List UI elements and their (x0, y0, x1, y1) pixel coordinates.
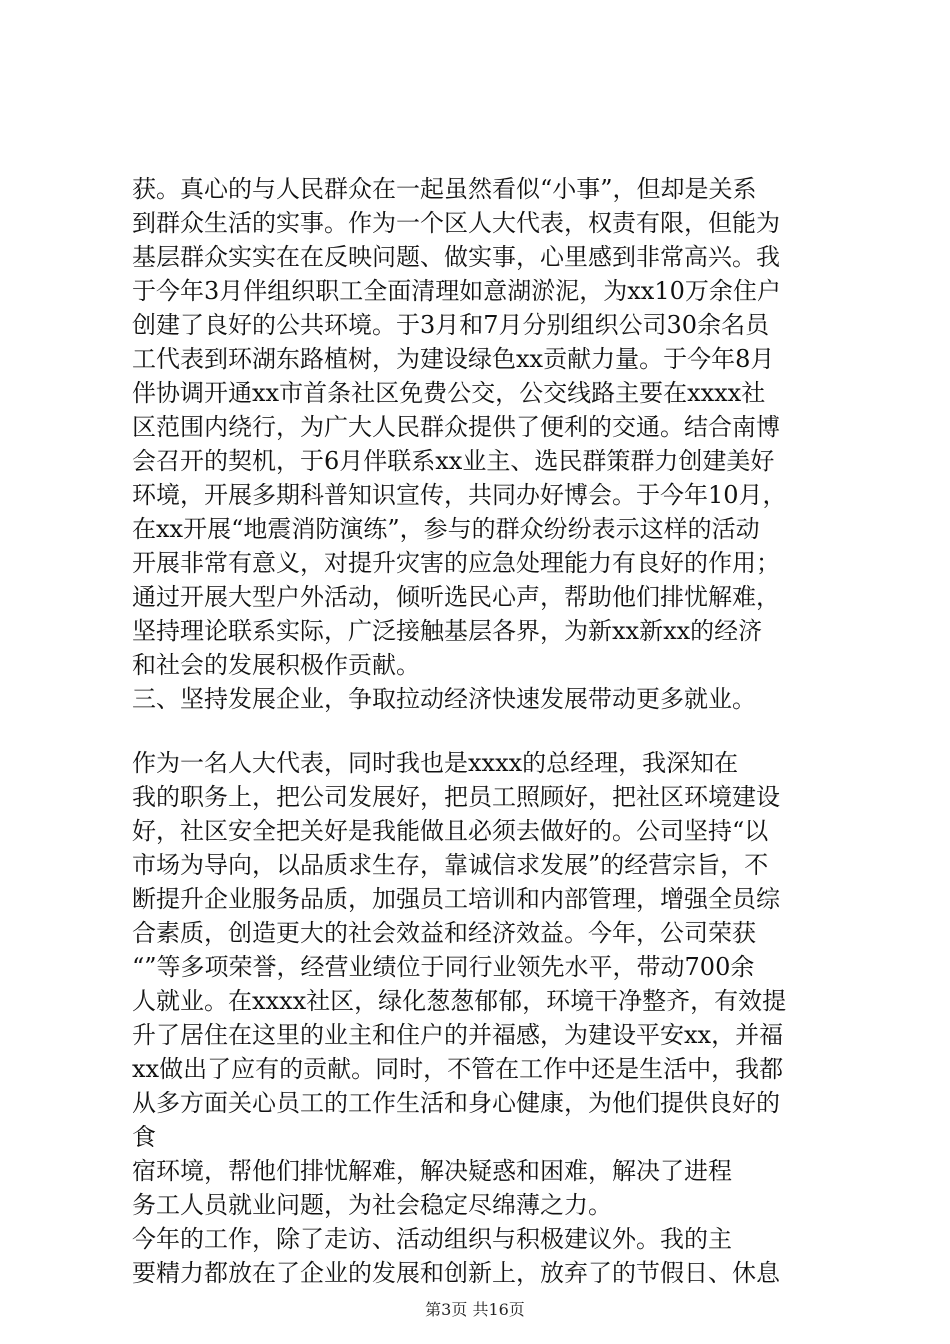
text-line: 工代表到环湖东路植树，为建设绿色xx贡献力量。于今年8月 (132, 345, 775, 373)
text-line: xx做出了应有的贡献。同时，不管在工作中还是生活中，我都 (132, 1055, 784, 1083)
text-line: 我的职务上，把公司发展好，把员工照顾好，把社区环境建设 (132, 783, 780, 811)
text-line: 于今年3月伴组织职工全面清理如意湖淤泥，为xx10万余住户 (132, 277, 781, 305)
section-heading: 三、坚持发展企业，争取拉动经济快速发展带动更多就业。 (132, 685, 756, 713)
text-line: 和社会的发展积极作贡献。 (132, 651, 420, 679)
text-line: 要精力都放在了企业的发展和创新上，放弃了的节假日、休息 (132, 1259, 780, 1287)
text-line: 升了居住在这里的业主和住户的并福感，为建设平安xx，并福 (132, 1021, 784, 1049)
text-line: 通过开展大型户外活动，倾听选民心声，帮助他们排忧解难， (132, 583, 780, 611)
text-line: 环境，开展多期科普知识宣传，共同办好博会。于今年10月， (132, 481, 787, 509)
text-line: 到群众生活的实事。作为一个区人大代表，权责有限，但能为 (132, 209, 780, 237)
text-line: 区范围内绕行，为广大人民群众提供了便利的交通。结合南博 (132, 413, 780, 441)
text-line: 好，社区安全把关好是我能做且必须去做好的。公司坚持“以 (132, 817, 769, 845)
text-line: 伴协调开通xx市首条社区免费公交，公交线路主要在xxxx社 (132, 379, 766, 407)
text-line: 基层群众实实在在反映问题、做实事，心里感到非常高兴。我 (132, 243, 780, 271)
text-line: 人就业。在xxxx社区，绿化葱葱郁郁，环境干净整齐，有效提 (132, 987, 787, 1015)
text-line: 会召开的契机，于6月伴联系xx业主、选民群策群力创建美好 (132, 447, 775, 475)
text-line: 市场为导向，以品质求生存，靠诚信求发展”的经营宗旨，不 (132, 851, 769, 879)
text-line: 作为一名人大代表，同时我也是xxxx的总经理，我深知在 (132, 749, 739, 777)
text-line: 创建了良好的公共环境。于3月和7月分别组织公司30余名员 (132, 311, 770, 339)
text-line: 食 (132, 1123, 156, 1151)
text-line: 坚持理论联系实际，广泛接触基层各界，为新xx新xx的经济 (132, 617, 763, 645)
text-line: 断提升企业服务品质，加强员工培训和内部管理，增强全员综 (132, 885, 780, 913)
text-line: 获。真心的与人民群众在一起虽然看似“小事”，但却是关系 (132, 175, 757, 203)
text-line: 在xx开展“地震消防演练”，参与的群众纷纷表示这样的活动 (132, 515, 760, 543)
text-line: 宿环境，帮他们排忧解难，解决疑惑和困难，解决了进程 (132, 1157, 732, 1185)
text-line: 务工人员就业问题，为社会稳定尽绵薄之力。 (132, 1191, 612, 1219)
text-line: 今年的工作，除了走访、活动组织与积极建议外。我的主 (132, 1225, 732, 1253)
text-line: “”等多项荣誉，经营业绩位于同行业领先水平，带动700余 (132, 953, 755, 981)
text-line: 合素质，创造更大的社会效益和经济效益。今年，公司荣获 (132, 919, 756, 947)
text-line: 从多方面关心员工的工作生活和身心健康，为他们提供良好的 (132, 1089, 780, 1117)
page-number-footer: 第3页 共16页 (425, 1300, 525, 1319)
text-line: 开展非常有意义，对提升灾害的应急处理能力有良好的作用； (132, 549, 780, 577)
